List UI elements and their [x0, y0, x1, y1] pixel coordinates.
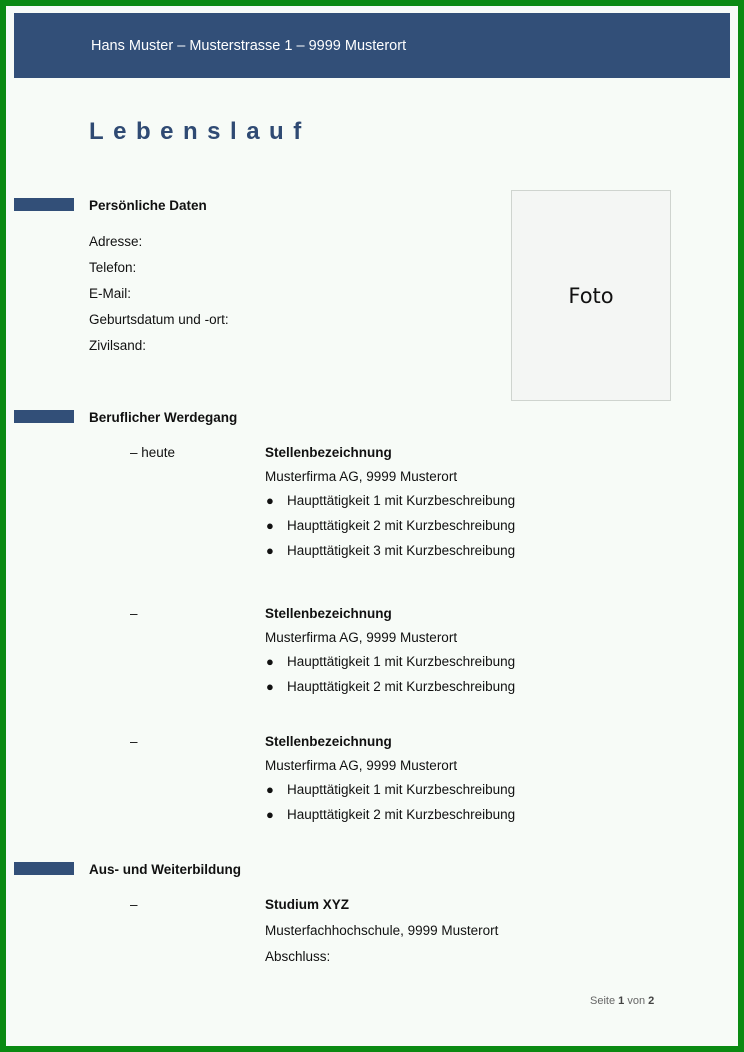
career-entry-title: Stellenbezeichnung [265, 445, 392, 460]
bullet-icon: ● [266, 679, 274, 694]
career-entry-company: Musterfirma AG, 9999 Musterort [265, 469, 458, 484]
header-contact-line: Hans Muster – Musterstrasse 1 – 9999 Musterort [91, 38, 407, 54]
bullet-icon: ● [266, 782, 274, 797]
bullet-icon: ● [266, 654, 274, 669]
education-entry-date: – [130, 897, 138, 912]
bullet-icon: ● [266, 543, 274, 558]
photo-label: Foto [568, 283, 614, 308]
career-entry-date: – [130, 734, 138, 749]
section-heading-education: Aus- und Weiterbildung [89, 862, 241, 877]
career-entry-company: Musterfirma AG, 9999 Musterort [265, 630, 458, 645]
page-title: Lebenslauf [89, 118, 311, 145]
career-entry-date: – heute [130, 445, 176, 460]
career-entry-title: Stellenbezeichnung [265, 606, 392, 621]
education-entry-degree: Abschluss: [265, 949, 331, 964]
bullet-icon: ● [266, 518, 274, 533]
label-email: E-Mail: [89, 286, 132, 301]
bullet-icon: ● [266, 493, 274, 508]
career-entry-title: Stellenbezeichnung [265, 734, 392, 749]
photo-placeholder [511, 190, 671, 401]
page-number: Seite 1 von 2 [590, 995, 655, 1007]
section-marker-career [14, 410, 74, 423]
education-entry-title: Studium XYZ [265, 897, 349, 912]
section-marker-education [14, 862, 74, 875]
document-page: Hans Muster – Musterstrasse 1 – 9999 Musterort Lebenslauf Persönliche Daten Adresse: Telefon: E-Mail: Geburtsdatum und -ort: Zivilsand: Foto Beruflicher Werdegang – heute Stellenbezeichnung Musterfirma AG, 9999 Musterort ● Haupttätigkeit 1 mit Kurzbeschreibung ● Haupttätigkeit 2 mit Kurzbeschreibung ● Haupttätigkeit 3 mit Kurzbeschreibung – Stellenbezeichnung Musterfirma AG, 9999 Musterort ● Haupttätigkeit 1 mit Kurzbeschreibung ● Haupttätigkeit 2 mit Kurzbeschreibung – Stellenbezeichnung Musterfirma AG, 9999 Musterort ● Haupttätigkeit 1 mit Kurzbeschreibung ● Haupttätigkeit 2 mit Kurzbeschreibung Aus- und Weiterbildung – Studium XYZ Musterfachhochschule, 9999 Musterort Abschluss: Seite 1 von 2 [6, 6, 738, 1046]
label-civil-status: Zivilsand: [89, 338, 147, 353]
career-entry-date: – [130, 606, 138, 621]
career-entry-company: Musterfirma AG, 9999 Musterort [265, 758, 458, 773]
education-entry-school: Musterfachhochschule, 9999 Musterort [265, 923, 499, 938]
header-bar [14, 13, 730, 78]
label-phone: Telefon: [89, 260, 137, 275]
section-heading-career: Beruflicher Werdegang [89, 410, 238, 425]
section-heading-personal: Persönliche Daten [89, 198, 207, 213]
section-marker-personal [14, 198, 74, 211]
label-address: Adresse: [89, 234, 143, 249]
bullet-icon: ● [266, 807, 274, 822]
label-birth: Geburtsdatum und -ort: [89, 312, 229, 327]
